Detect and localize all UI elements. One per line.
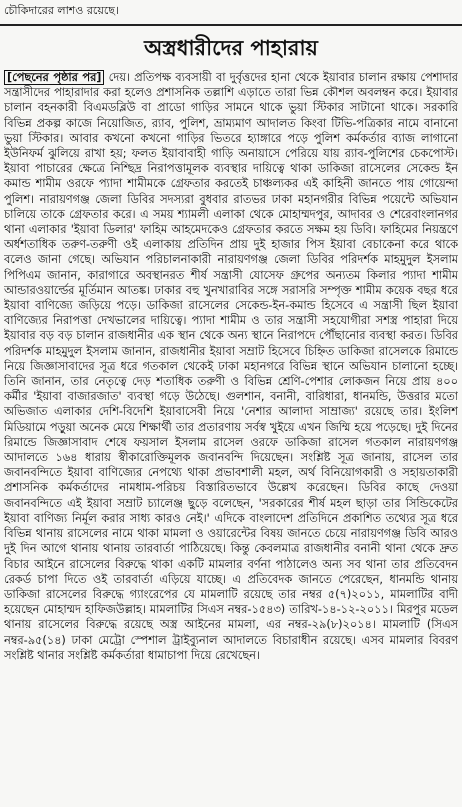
continued-from-tag: [পেছনের পৃষ্ঠার পর] xyxy=(4,70,104,85)
article-paragraph xyxy=(4,70,458,663)
article-body xyxy=(4,70,458,804)
article-text: দেয়। প্রতিপক্ষ ব্যবসায়ী বা দুর্বৃত্তদের হানা থেকে ইয়াবার চালান রক্ষায় পেশাদার সন্ত্রাসীদের পাহারাদার করা হলেও প্রশাসনিক তল্লাশি এড়াতে তারা ভিন্ন কৌশল অবলম্বন করে। ইয়াবার চালান বহনকারী বিএমডব্লিউ বা প্রাডো গাড়ির সামনে থাকে ভুয়া স্টিকার সাটানো থাকে। সরকারি বিভিন্ন প্রকল্প কাজে নিয়োজিত, র‌্যাব, পুলিশ, ভ্রাম্যমাণ আদালত কিংবা টিভি-পত্রিকার নামে বানানো ভুয়া স্টিকার। আবার কখনো কখনো গাড়ির ভিতরে হ্যাঙ্গারে পড়ে পুলিশ কর্মকর্তার ব্যাজ লাগানো ইউনিফর্ম ঝুলিয়ে রাখা হয়; ফলত ইয়াবাবাহী গাড়ি অনায়াসে পেরিয়ে যায় র‌্যাব-পুলিশের চেকপোস্ট। ইয়াবা পাচারের ক্ষেত্রে নিশ্ছিদ্র নিরাপত্তামূলক ব্যবস্থার দায়িত্বে থাকা ডাকিজা রাসেলের সেকেন্ড ইন কমান্ড শামীম ওরফে প্যাদা শামীমকে গ্রেফতার করতেই চাঞ্চল্যকর এই কাহিনী জানতে পায় গোয়েন্দা পুলিশ। নারায়ণগঞ্জ জেলা ডিবির সদস্যরা বুধবার রাতভর ঢাকা মহানগরীর বিভিন্ন পয়েন্টে অভিযান চালিয়ে তাকে গ্রেফতার করে। এ সময় শ্যামলী এলাকা থেকে মোহাম্মদপুর, আদাবর ও শেরেবাংলানগর থানা এলাকার 'ইয়াবা ডিলার' ফাহিম আহমেদকেও গ্রেফতার করতে সক্ষম হয় ডিবি। ফাহিমের নিয়ন্ত্রণে অর্ধশতাধিক তরুণ-তরুণী ওই এলাকায় প্রতিদিন প্রায় দুই হাজার পিস ইয়াবা বেচাকেনা করে থাকে বলেও জানা গেছে। অভিযান পরিচালনাকারী নারায়ণগঞ্জ জেলা ডিবির পরিদর্শক মাহমুদুল ইসলাম পিপিএম জানান, কারাগারে অবস্থানরত শীর্ষ সন্ত্রাসী যোসেফ গ্রুপের অন্যতম কিলার প্যাদা শামীম আন্ডারওয়ার্ল্ডের মূর্তিমান আতঙ্ক। ঢাকার বহু খুনখারাবির সঙ্গে সরাসরি সম্পৃক্ত শামীম কয়েক বছর ধরে ইয়াবা বাণিজ্যে জড়িয়ে পড়ে। ডাকিজা রাসেলের সেকেন্ড-ইন-কমান্ড হিসেবে এ সন্ত্রাসী ছিল ইয়াবা বাণিজ্যের নিরাপত্তা দেখভালের দায়িত্বে। প্যাদা শামীম ও তার সন্ত্রাসী সহযোগীরা সশস্ত্র পাহারা দিয়ে ইয়াবার বড় বড় চালান রাজধানীর এক স্থান থেকে অন্য স্থানে নিরাপদে পৌঁছানোর ব্যবস্থা করত। ডিবির পরিদর্শক মাহমুদুল ইসলাম জানান, রাজধানীর ইয়াবা সম্রাট হিসেবে চিহ্নিত ডাকিজা রাসেলকে রিমান্ডে নিয়ে জিজ্ঞাসাবাদের সূত্র ধরে গতকাল থেকেই ঢাকা মহানগরে বিভিন্ন স্থানে অভিযান চালানো হচ্ছে। তিনি জানান, তার নেতৃত্বে দেড় শতাধিক তরুণী ও বিভিন্ন শ্রেণি-পেশার লোকজন নিয়ে প্রায় ৪০০ কর্মীর 'ইয়াবা বাজারজাত' ব্যবস্থা গড়ে উঠেছে। গুলশান, বনানী, বারিধারা, ধানমন্ডি, উত্তরার মতো অভিজাত এলাকার দেশি-বিদেশি ইয়াবাসেবী নিয়ে 'নেশার আলাদা সাম্রাজ্য' রয়েছে তার। ইংলিশ মিডিয়ামে পড়ুয়া অনেক মেয়ে শিক্ষার্থী তার প্রতারণায় সর্বস্ব খুইয়ে এখন জিম্মি হয়ে পড়েছে। দুই দিনের রিমান্ডে জিজ্ঞাসাবাদ শেষে ফয়সাল ইসলাম রাসেল ওরফে ডাকিজা রাসেল গতকাল নারায়ণগঞ্জ আদালতে ১৬৪ ধারায় স্বীকারোক্তিমূলক জবানবন্দি দিয়েছেন। সংশ্লিষ্ট সূত্র জানায়, রাসেল তার জবানবন্দিতে ইয়াবা বাণিজ্যের নেপথ্যে থাকা প্রভাবশালী মহল, অর্থ বিনিয়োগকারী ও সহায়তাকারী প্রশাসনিক কর্মকর্তাদের নামধাম-পরিচয় বিস্তারিতভাবে উল্লেখ করেছেন। ডিবির কাছে দেওয়া জবানবন্দিতে এই ইয়াবা সম্রাট চ্যালেঞ্জ ছুড়ে বলেছেন, 'সরকারের শীর্ষ মহল ছাড়া তার সিন্ডিকেটের ইয়াবা বাণিজ্য নির্মূল করার সাধ্য কারও নেই।' এদিকে বাংলাদেশ প্রতিদিনে প্রকাশিত তথ্যের সূত্র ধরে বিভিন্ন থানায় রাসেলের নামে থাকা মামলা ও ওয়ারেন্টের বিষয় জানতে চেয়ে নারায়ণগঞ্জ ডিবি আরও দুই দিন আগে থানায় থানায় তারবার্তা পাঠিয়েছে। কিন্তু কেবলমাত্র রাজধানীর বনানী থানা থেকে দ্রুত বিচার আইনে রাসেলের বিরুদ্ধে থাকা একটি মামলার বর্ণনা পাঠালেও অন্য সব থানা তার প্রতিবেদন রেকর্ড চাপা দিতে ওই তারবার্তা এড়িয়ে যাচ্ছে। এ প্রতিবেদক জানতে পেরেছেন, ধানমন্ডি থানায় ডাকিজা রাসেলের বিরুদ্ধে গ্যাংরেপের যে মামলাটি রয়েছে তার নম্বর ৫(৭)২০১১, মামলাটির বাদী হয়েছেন মোহাম্মদ হাফিজউল্লাহ। মামলাটির সিএস নম্বর-১৫৪৩) তারিখ-১৪-১২-২০১১। মিরপুর মডেল থানায় রাসেলের বিরুদ্ধে রয়েছে অস্ত্র আইনের মামলা, এর নম্বর-২৯(৮)২০১৪। মামলাটি (সিএস নম্বর-৯৫(১৪) ঢাকা মেট্রো স্পেশাল ট্রাইব্যুনাল আদালতে বিচারাধীন রয়েছে। এসব মামলার বিবরণ সংশ্লিষ্ট থানার সংশ্লিষ্ট কর্মকর্তারা ধামাচাপা দিয়ে রেখেছেন। xyxy=(4,71,458,662)
article-headline: অস্ত্রধারীদের পাহারায় xyxy=(144,35,318,60)
previous-article-fragment: চৌকিদারের লাশও রয়েছে। xyxy=(4,4,119,17)
divider-line xyxy=(0,24,462,26)
